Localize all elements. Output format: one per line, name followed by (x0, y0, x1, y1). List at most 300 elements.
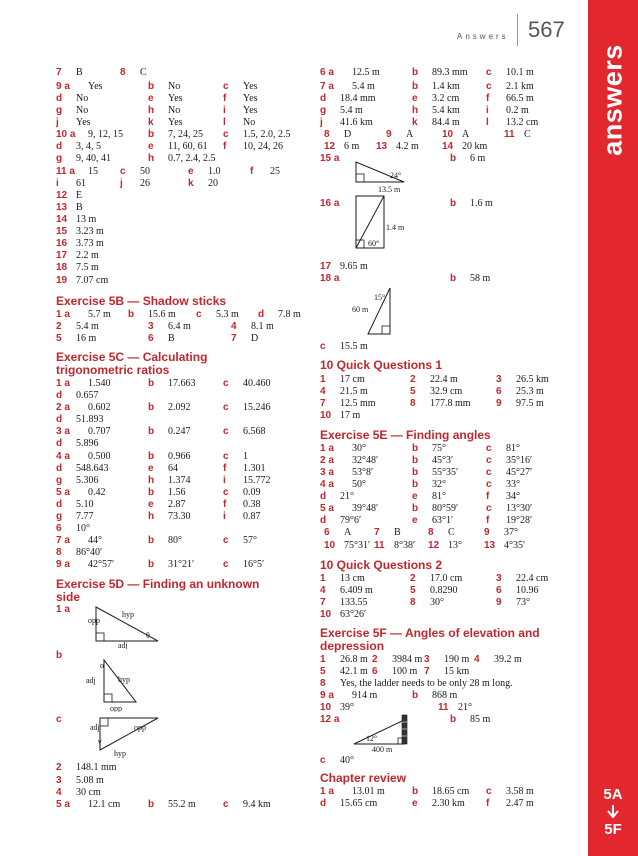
question-number: h (148, 475, 155, 486)
question-number: 8 (410, 398, 416, 409)
answer-value: 4.2 m (396, 141, 419, 152)
answer-value: Yes (168, 93, 183, 104)
question-number: 12 (324, 141, 336, 152)
svg-text:12°: 12° (366, 734, 378, 743)
question-number: b (412, 786, 419, 797)
answer-value: 35°16′ (506, 455, 533, 466)
question-number: b (450, 714, 457, 725)
answer-value: 868 m (432, 690, 458, 701)
answer-value: 40.460 (243, 378, 271, 389)
question-number: 7 a (56, 535, 70, 546)
answer-value: 0.09 (243, 487, 261, 498)
answer-value: 5.3 m (216, 309, 239, 320)
question-number: 10 (320, 410, 332, 421)
question-number: 12 (428, 540, 440, 551)
answer-value: 39.2 m (494, 654, 522, 665)
question-number: i (56, 178, 59, 189)
answer-value: 1.301 (243, 463, 266, 474)
question-number: 6 (496, 386, 502, 397)
answer-value: 12.5 mm (340, 398, 376, 409)
answer-value: 5.4 m (76, 321, 99, 332)
question-number: 11 a (56, 166, 75, 177)
question-number: 6 (56, 523, 62, 534)
answer-value: 5.4 km (432, 105, 460, 116)
question-number: 1 a (320, 786, 334, 797)
question-number: b (412, 479, 419, 490)
answer-value: 0.500 (88, 451, 111, 462)
question-number: 11 (374, 540, 385, 551)
answer-value: B (168, 333, 175, 344)
question-number: c (223, 426, 229, 437)
answer-value: 75°31′ (344, 540, 371, 551)
answer-value: E (76, 190, 83, 201)
question-number: c (486, 786, 492, 797)
answer-value: 37° (504, 527, 518, 538)
question-number: 13 (484, 540, 496, 551)
question-number: 15 a (320, 153, 340, 164)
answer-value: 1.56 (168, 487, 186, 498)
answer-value: 21° (340, 491, 354, 502)
question-number: 1 (320, 573, 326, 584)
answer-value: No (76, 105, 89, 116)
question-number: 2 (56, 762, 62, 773)
answer-value: No (76, 93, 89, 104)
question-number: c (223, 81, 229, 92)
answer-value: 30 cm (76, 787, 101, 798)
question-number: g (320, 105, 327, 116)
question-number: 2 (56, 321, 62, 332)
question-number: d (56, 438, 63, 449)
question-number: c (486, 479, 492, 490)
question-number: 7 (320, 597, 326, 608)
question-number: d (56, 390, 63, 401)
answer-value: 7.8 m (278, 309, 301, 320)
answer-value: 3.58 m (506, 786, 534, 797)
question-number: j (56, 117, 59, 128)
answer-value: B (76, 202, 83, 213)
answer-value: 13 cm (340, 573, 365, 584)
answer-value: 1.4 km (432, 81, 460, 92)
question-number: d (320, 93, 327, 104)
question-number: 2 (372, 654, 378, 665)
question-number: d (56, 141, 63, 152)
question-number: 7 a (320, 81, 334, 92)
answer-value: 50 (140, 166, 150, 177)
question-number: c (320, 341, 326, 352)
answer-value: 42.1 m (340, 666, 368, 677)
answer-value: 15.6 m (148, 309, 176, 320)
question-number: d (320, 491, 327, 502)
question-number: b (148, 487, 155, 498)
answer-value: 2.2 m (76, 250, 99, 261)
answer-value: 26 (140, 178, 150, 189)
question-number: 11 (504, 129, 515, 140)
question-number: d (56, 463, 63, 474)
answer-value: 9, 12, 15 (88, 129, 123, 140)
svg-text:opp: opp (88, 616, 100, 625)
section-heading: Exercise 5D — Finding an unknown (56, 577, 260, 591)
question-number: c (486, 443, 492, 454)
answer-value: 40° (340, 755, 354, 766)
answer-value: Yes, the ladder needs to be only 28 m long. (340, 678, 513, 689)
question-number: 12 a (320, 714, 340, 725)
answer-value: 30° (352, 443, 366, 454)
question-number: 4 (56, 787, 62, 798)
answer-value: 17.663 (168, 378, 196, 389)
question-number: 10 (320, 609, 332, 620)
question-number: b (412, 690, 419, 701)
answer-value: 34° (506, 491, 520, 502)
answer-value: 79°6′ (340, 515, 362, 526)
question-number: 16 (56, 238, 68, 249)
answer-value: 3984 m (392, 654, 423, 665)
question-number: 17 (56, 250, 68, 261)
question-number: h (148, 511, 155, 522)
question-number: e (412, 515, 418, 526)
answer-value: 12.1 cm (88, 799, 121, 810)
answer-value: 53°8′ (352, 467, 374, 478)
question-number: b (450, 273, 457, 284)
svg-text:13.5 m: 13.5 m (378, 185, 401, 194)
question-number: 17 (320, 261, 332, 272)
question-number: k (412, 117, 418, 128)
question-number: c (320, 755, 326, 766)
answer-value: 16°5′ (243, 559, 265, 570)
question-number: 7 (231, 333, 237, 344)
question-number: f (486, 93, 490, 104)
question-number: i (223, 105, 226, 116)
question-number: h (148, 153, 155, 164)
answer-value: 44° (88, 535, 102, 546)
answer-value: 41.6 km (340, 117, 373, 128)
answer-value: 0.247 (168, 426, 191, 437)
answer-value: 10° (76, 523, 90, 534)
question-number: 4 (320, 386, 326, 397)
answer-value: 4°35′ (504, 540, 526, 551)
question-number: 1 (320, 654, 326, 665)
question-number: 7 (320, 398, 326, 409)
answer-value: 5.4 m (340, 105, 363, 116)
section-heading: Exercise 5B — Shadow sticks (56, 294, 227, 308)
answer-value: 100 m (392, 666, 418, 677)
answer-value: 26.8 m (340, 654, 368, 665)
svg-text:60 m: 60 m (352, 305, 369, 314)
answer-value: 8°38′ (394, 540, 416, 551)
question-number: 5 (410, 386, 416, 397)
diagram-18a-triangle (348, 284, 408, 340)
question-number: 13 (56, 202, 68, 213)
answer-value: 9.65 m (340, 261, 368, 272)
question-number: b (56, 650, 63, 661)
question-number: g (56, 153, 63, 164)
answer-value: 13°30′ (506, 503, 533, 514)
section-heading: Chapter review (320, 771, 407, 785)
answer-value: 5.10 (76, 499, 94, 510)
answer-value: Yes (168, 117, 183, 128)
svg-text:γ: γ (98, 737, 102, 746)
question-number: 9 (484, 527, 490, 538)
answer-value: 2.1 km (506, 81, 534, 92)
header-divider (517, 14, 518, 46)
question-number: c (486, 467, 492, 478)
answer-value: Yes (88, 81, 103, 92)
answer-value: A (344, 527, 352, 538)
answer-value: 85 m (470, 714, 491, 725)
answer-value: 55°35′ (432, 467, 459, 478)
question-number: f (223, 463, 227, 474)
question-number: c (223, 799, 229, 810)
answer-value: 73° (516, 597, 530, 608)
question-number: 5 (56, 333, 62, 344)
question-number: 1 a (56, 378, 70, 389)
question-number: 9 (386, 129, 392, 140)
answer-value: 10.1 m (506, 67, 534, 78)
question-number: 5 a (56, 799, 70, 810)
question-number: d (320, 515, 327, 526)
answer-value: 21.5 m (340, 386, 368, 397)
answer-value: 73.30 (168, 511, 191, 522)
question-number: d (320, 798, 327, 809)
question-number: e (412, 491, 418, 502)
sidebar-label: answers (597, 44, 628, 156)
question-number: f (486, 491, 490, 502)
question-number: h (412, 105, 419, 116)
question-number: 19 (56, 275, 68, 286)
answer-value: B (394, 527, 401, 538)
section-heading: trigonometric ratios (56, 363, 170, 377)
question-number: 3 a (56, 426, 70, 437)
question-number: 8 (120, 67, 126, 78)
question-number: 10 (442, 129, 454, 140)
question-number: 3 a (320, 467, 334, 478)
question-number: k (188, 178, 194, 189)
answer-value: 3, 4, 5 (76, 141, 101, 152)
diagram-1a-triangle (88, 603, 168, 649)
answer-value: Yes (243, 93, 258, 104)
question-number: e (412, 798, 418, 809)
answer-value: C (524, 129, 531, 140)
question-number: c (486, 67, 492, 78)
question-number: c (223, 487, 229, 498)
answer-value: No (168, 105, 181, 116)
diagram-1b-triangle (86, 656, 146, 712)
question-number: b (412, 503, 419, 514)
answer-value: 10.96 (516, 585, 539, 596)
question-number: b (412, 81, 419, 92)
answer-value: 2.30 km (432, 798, 465, 809)
answer-value: 7.5 m (76, 262, 99, 273)
answer-value: 84.4 m (432, 117, 460, 128)
question-number: 15 (56, 226, 68, 237)
question-number: e (148, 463, 154, 474)
answer-value: 0.966 (168, 451, 191, 462)
answer-value: 5.7 m (88, 309, 111, 320)
question-number: 10 (324, 540, 336, 551)
question-number: j (320, 117, 323, 128)
answer-value: 9.4 km (243, 799, 271, 810)
question-number: 1 a (56, 309, 70, 320)
question-number: k (148, 117, 154, 128)
question-number: 8 (56, 547, 62, 558)
question-number: b (148, 378, 155, 389)
answer-value: 32°48′ (352, 455, 379, 466)
answer-value: 26.5 km (516, 374, 549, 385)
svg-text:adj: adj (86, 676, 96, 685)
answer-value: 1.374 (168, 475, 191, 486)
answer-value: 81° (432, 491, 446, 502)
answer-value: 2.092 (168, 402, 191, 413)
answer-value: 7.77 (76, 511, 94, 522)
question-number: 9 a (56, 81, 70, 92)
answer-value: 18.4 mm (340, 93, 376, 104)
answer-value: 2.87 (168, 499, 186, 510)
question-number: 9 a (56, 559, 70, 570)
answer-value: 13 m (76, 214, 97, 225)
question-number: 10 (320, 702, 332, 713)
question-number: 14 (56, 214, 68, 225)
answer-value: C (448, 527, 455, 538)
question-number: 13 (376, 141, 388, 152)
question-number: c (56, 714, 62, 725)
answer-value: 0.7, 2.4, 2.5 (168, 153, 216, 164)
answer-value: D (251, 333, 259, 344)
question-number: b (450, 198, 457, 209)
question-number: e (148, 93, 154, 104)
svg-text:opp: opp (110, 704, 122, 712)
question-number: c (486, 81, 492, 92)
answer-value: 9, 40, 41 (76, 153, 111, 164)
answer-value: 50° (352, 479, 366, 490)
question-number: b (412, 455, 419, 466)
answer-value: 45°27′ (506, 467, 533, 478)
answer-value: 6.409 m (340, 585, 373, 596)
answer-value: 3.73 m (76, 238, 104, 249)
answer-value: 1.5, 2.0, 2.5 (243, 129, 291, 140)
question-number: 7 (56, 67, 62, 78)
question-number: 8 (410, 597, 416, 608)
question-number: b (148, 559, 155, 570)
answer-value: 0.707 (88, 426, 111, 437)
answer-value: 6 m (344, 141, 360, 152)
question-number: g (56, 475, 63, 486)
question-number: 16 a (320, 198, 340, 209)
answer-value: 22.4 m (430, 374, 458, 385)
question-number: c (120, 166, 126, 177)
answer-value: 30° (430, 597, 444, 608)
question-number: b (148, 81, 155, 92)
answer-value: 39° (340, 702, 354, 713)
answer-value: 7.07 cm (76, 275, 109, 286)
answer-value: 42°57′ (88, 559, 115, 570)
answer-value: 7, 24, 25 (168, 129, 203, 140)
answer-value: 16 m (76, 333, 97, 344)
answer-value: 0.657 (76, 390, 99, 401)
answer-value: 5.896 (76, 438, 99, 449)
answer-value: 86°40′ (76, 547, 103, 558)
question-number: 6 (496, 585, 502, 596)
question-number: g (56, 105, 63, 116)
question-number: 8 (324, 129, 330, 140)
running-header: Answers (457, 32, 509, 41)
question-number: 5 a (320, 503, 334, 514)
answer-value: 10, 24, 26 (243, 141, 283, 152)
question-number: b (128, 309, 135, 320)
answer-value: 148.1 mm (76, 762, 117, 773)
question-number: c (223, 378, 229, 389)
answer-value: A (462, 129, 470, 140)
question-number: b (412, 467, 419, 478)
question-number: c (486, 455, 492, 466)
question-number: 4 (231, 321, 237, 332)
answer-value: 12.5 m (352, 67, 380, 78)
question-number: f (486, 798, 490, 809)
question-number: c (196, 309, 202, 320)
answer-value: 13° (448, 540, 462, 551)
answer-value: 21° (458, 702, 472, 713)
answer-value: 19°28′ (506, 515, 533, 526)
question-number: 14 (442, 141, 454, 152)
answer-value: 3.2 cm (432, 93, 460, 104)
answer-value: 15.65 cm (340, 798, 378, 809)
answer-value: 25.3 m (516, 386, 544, 397)
answer-value: 17 m (340, 410, 361, 421)
question-number: e (188, 166, 194, 177)
question-number: 5 a (56, 487, 70, 498)
answer-value: A (406, 129, 414, 140)
svg-text:opp: opp (134, 723, 146, 732)
answer-value: 15 (88, 166, 98, 177)
answer-value: 17 cm (340, 374, 365, 385)
answer-value: 45°3′ (432, 455, 454, 466)
question-number: c (223, 451, 229, 462)
answer-value: 177.8 mm (430, 398, 471, 409)
answer-value: 0.42 (88, 487, 106, 498)
answer-value: 15.5 m (340, 341, 368, 352)
question-number: d (56, 414, 63, 425)
answer-value: 75° (432, 443, 446, 454)
question-number: 9 (496, 398, 502, 409)
question-number: 7 (424, 666, 430, 677)
section-heading: Exercise 5F — Angles of elevation and (320, 626, 540, 640)
answer-value: 0.602 (88, 402, 111, 413)
question-number: 3 (56, 775, 62, 786)
answer-value: B (76, 67, 83, 78)
question-number: b (148, 451, 155, 462)
question-number: 12 (56, 190, 68, 201)
chapter-range-end: 5F (604, 821, 622, 838)
question-number: b (412, 67, 419, 78)
answer-value: 13.2 cm (506, 117, 539, 128)
question-number: h (148, 105, 155, 116)
question-number: 6 (372, 666, 378, 677)
svg-text:24°: 24° (390, 171, 402, 180)
diagram-12a-triangle (348, 712, 438, 754)
question-number: 18 a (320, 273, 340, 284)
question-number: 6 (148, 333, 154, 344)
answer-value: 5.08 m (76, 775, 104, 786)
answer-value: 6.4 m (168, 321, 191, 332)
answer-value: 133.55 (340, 597, 368, 608)
question-number: 6 (324, 527, 330, 538)
section-heading: 10 Quick Questions 2 (320, 558, 443, 572)
question-number: l (486, 117, 489, 128)
answer-value: 5.306 (76, 475, 99, 486)
question-number: e (412, 93, 418, 104)
answer-value: 15.246 (243, 402, 271, 413)
answer-value: 13.01 m (352, 786, 385, 797)
question-number: i (486, 105, 489, 116)
question-number: 8 (428, 527, 434, 538)
